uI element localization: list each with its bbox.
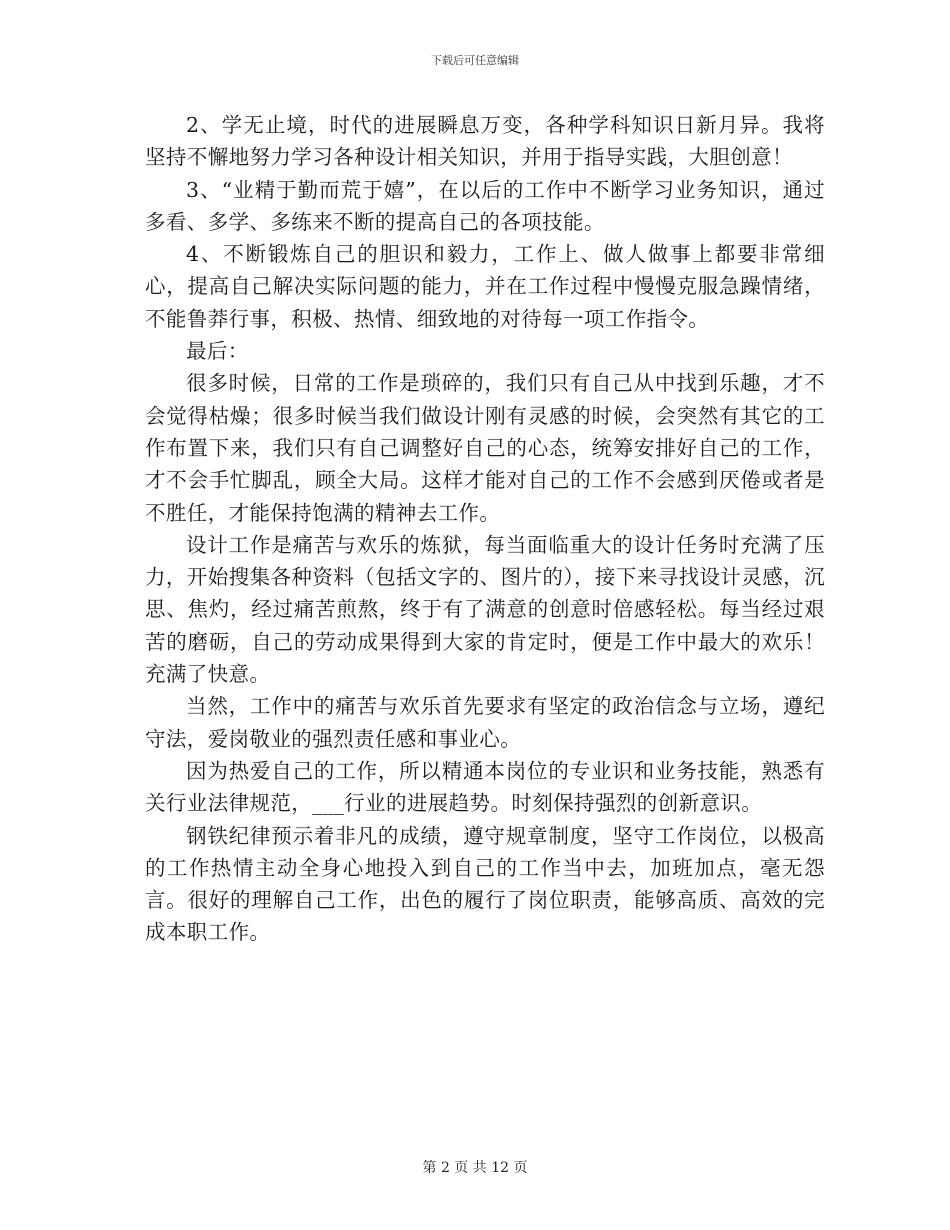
page-number: 第 2 页 共 12 页 xyxy=(422,1160,528,1176)
paragraph-item-4: 4、不断锻炼自己的胆识和毅力，工作上、做人做事上都要非常细心，提高自己解决实际问题的能力，并在工作过程中慢慢克服急躁情绪，不能鲁莽行事，积极、热情、细致地的对待每一项工作指令。 xyxy=(145,242,825,331)
paragraph-discipline: 钢铁纪律预示着非凡的成绩，遵守规章制度，坚守工作岗位，以极高的工作热情主动全身心地投入到自己的工作当中去，加班加点，毫无怨言。很好的理解自己工作，出色的履行了岗位职责，能够高质、高效的完成本职工作。 xyxy=(145,823,825,945)
paragraph-daily-work: 很多时候，日常的工作是琐碎的，我们只有自己从中找到乐趣，才不会觉得枯燥；很多时候当我们做设计刚有灵感的时候，会突然有其它的工作布置下来，我们只有自己调整好自己的心态，统筹安排好自己的工作，才不会手忙脚乱，顾全大局。这样才能对自己的工作不会感到厌倦或者是不胜任，才能保持饱满的精神去工作。 xyxy=(145,371,825,525)
paragraph-item-2: 2、学无止境，时代的进展瞬息万变，各种学科知识日新月异。我将坚持不懈地努力学习各种设计相关知识，并用于指导实践，大胆创意！ xyxy=(145,113,825,170)
paragraph-item-3: 3、“业精于勤而荒于嬉”，在以后的工作中不断学习业务知识，通过多看、多学、多练来不断的提高自己的各项技能。 xyxy=(145,177,825,234)
paragraph-love-of-work: 因为热爱自己的工作，所以精通本岗位的专业识和业务技能，熟悉有关行业法律规范，___行业的进展趋势。时刻保持强烈的创新意识。 xyxy=(145,758,825,816)
document-body xyxy=(145,109,825,949)
paragraph-political-belief: 当然，工作中的痛苦与欢乐首先要求有坚定的政治信念与立场，遵纪守法，爱岗敬业的强烈责任感和事业心。 xyxy=(145,694,825,751)
header-note: 下载后可任意编辑 xyxy=(431,54,519,67)
paragraph-closing-heading: 最后： xyxy=(186,339,249,364)
paragraph-design-work: 设计工作是痛苦与欢乐的炼狱，每当面临重大的设计任务时充满了压力，开始搜集各种资料（包括文字的、图片的），接下来寻找设计灵感，沉思、焦灼，经过痛苦煎熬，终于有了满意的创意时倍感轻松。每当经过艰苦的磨砺，自己的劳动成果得到大家的肯定时，便是工作中最大的欢乐！充满了快意。 xyxy=(145,532,825,687)
